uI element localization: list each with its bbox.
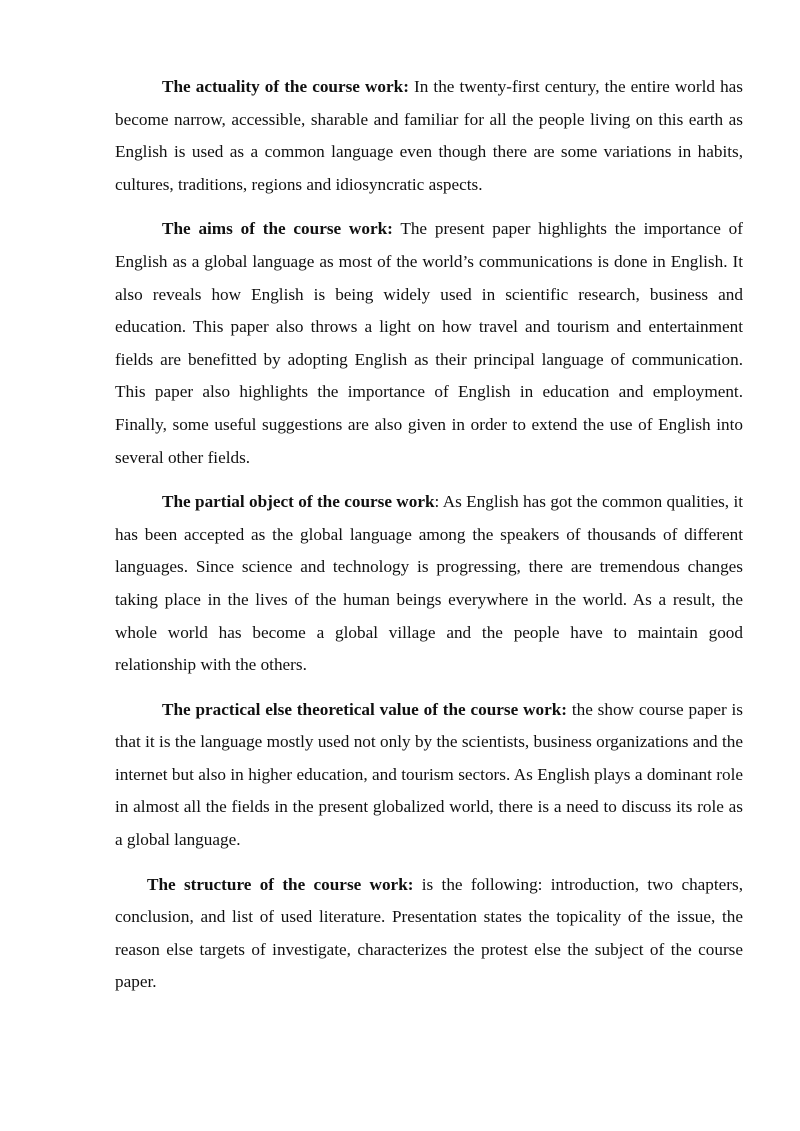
paragraph-heading-actuality: The actuality of the course work: [162,77,409,96]
paragraph-text-practical-value: the show course paper is that it is the language mostly used not only by the scientists, business organizations and the internet but also in higher education, and tourism sectors. As English plays a dominant role in almost all the fields in the present globalized world, there is a need to discuss its role as a global language. [115,699,743,850]
paragraph-heading-structure: The structure of the course work: [147,874,414,894]
paragraph-structure [115,869,743,999]
paragraph-aims [115,213,743,474]
document-page [115,71,743,999]
paragraph-text-partial-object: : As English has got the common qualities, it has been accepted as the global language among the speakers of thousands of different languages. Since science and technology is progressing, there are tremendous changes taking place in the lives of the human beings everywhere in the world. As a result, the whole world has become a global village and the people have to maintain good relationship with the others. [115,492,743,675]
paragraph-actuality [115,71,743,201]
paragraph-heading-aims: The aims of the course work: [162,219,393,239]
paragraph-partial-object [115,486,743,682]
paragraph-text-structure: is the following: introduction, two chapters, conclusion, and list of used literature. Presentation states the topicality of the issue, the reason else targets of investigate, characterizes the protest else the subject of the course paper. [115,874,743,992]
paragraph-heading-practical-value: The practical else theoretical value of the course work: [162,699,567,719]
paragraph-heading-partial-object: The partial object of the course work [162,492,435,512]
paragraph-practical-value [115,694,743,857]
paragraph-text-aims: The present paper highlights the importance of English as a global language as most of the world’s communications is done in English. It also reveals how English is being widely used in scientific research, business and education. This paper also throws a light on how travel and tourism and entertainment fields are benefitted by adopting English as their principal language of communication. This paper also highlights the importance of English in education and employment. Finally, some useful suggestions are also given in order to extend the use of English into several other fields. [115,219,743,467]
paragraph-text-actuality: In the twenty-first century, the entire world has become narrow, accessible, sharable and familiar for all the people living on this earth as English is used as a common language even though there are some variations in habits, cultures, traditions, regions and idiosyncratic aspects. [115,77,743,194]
